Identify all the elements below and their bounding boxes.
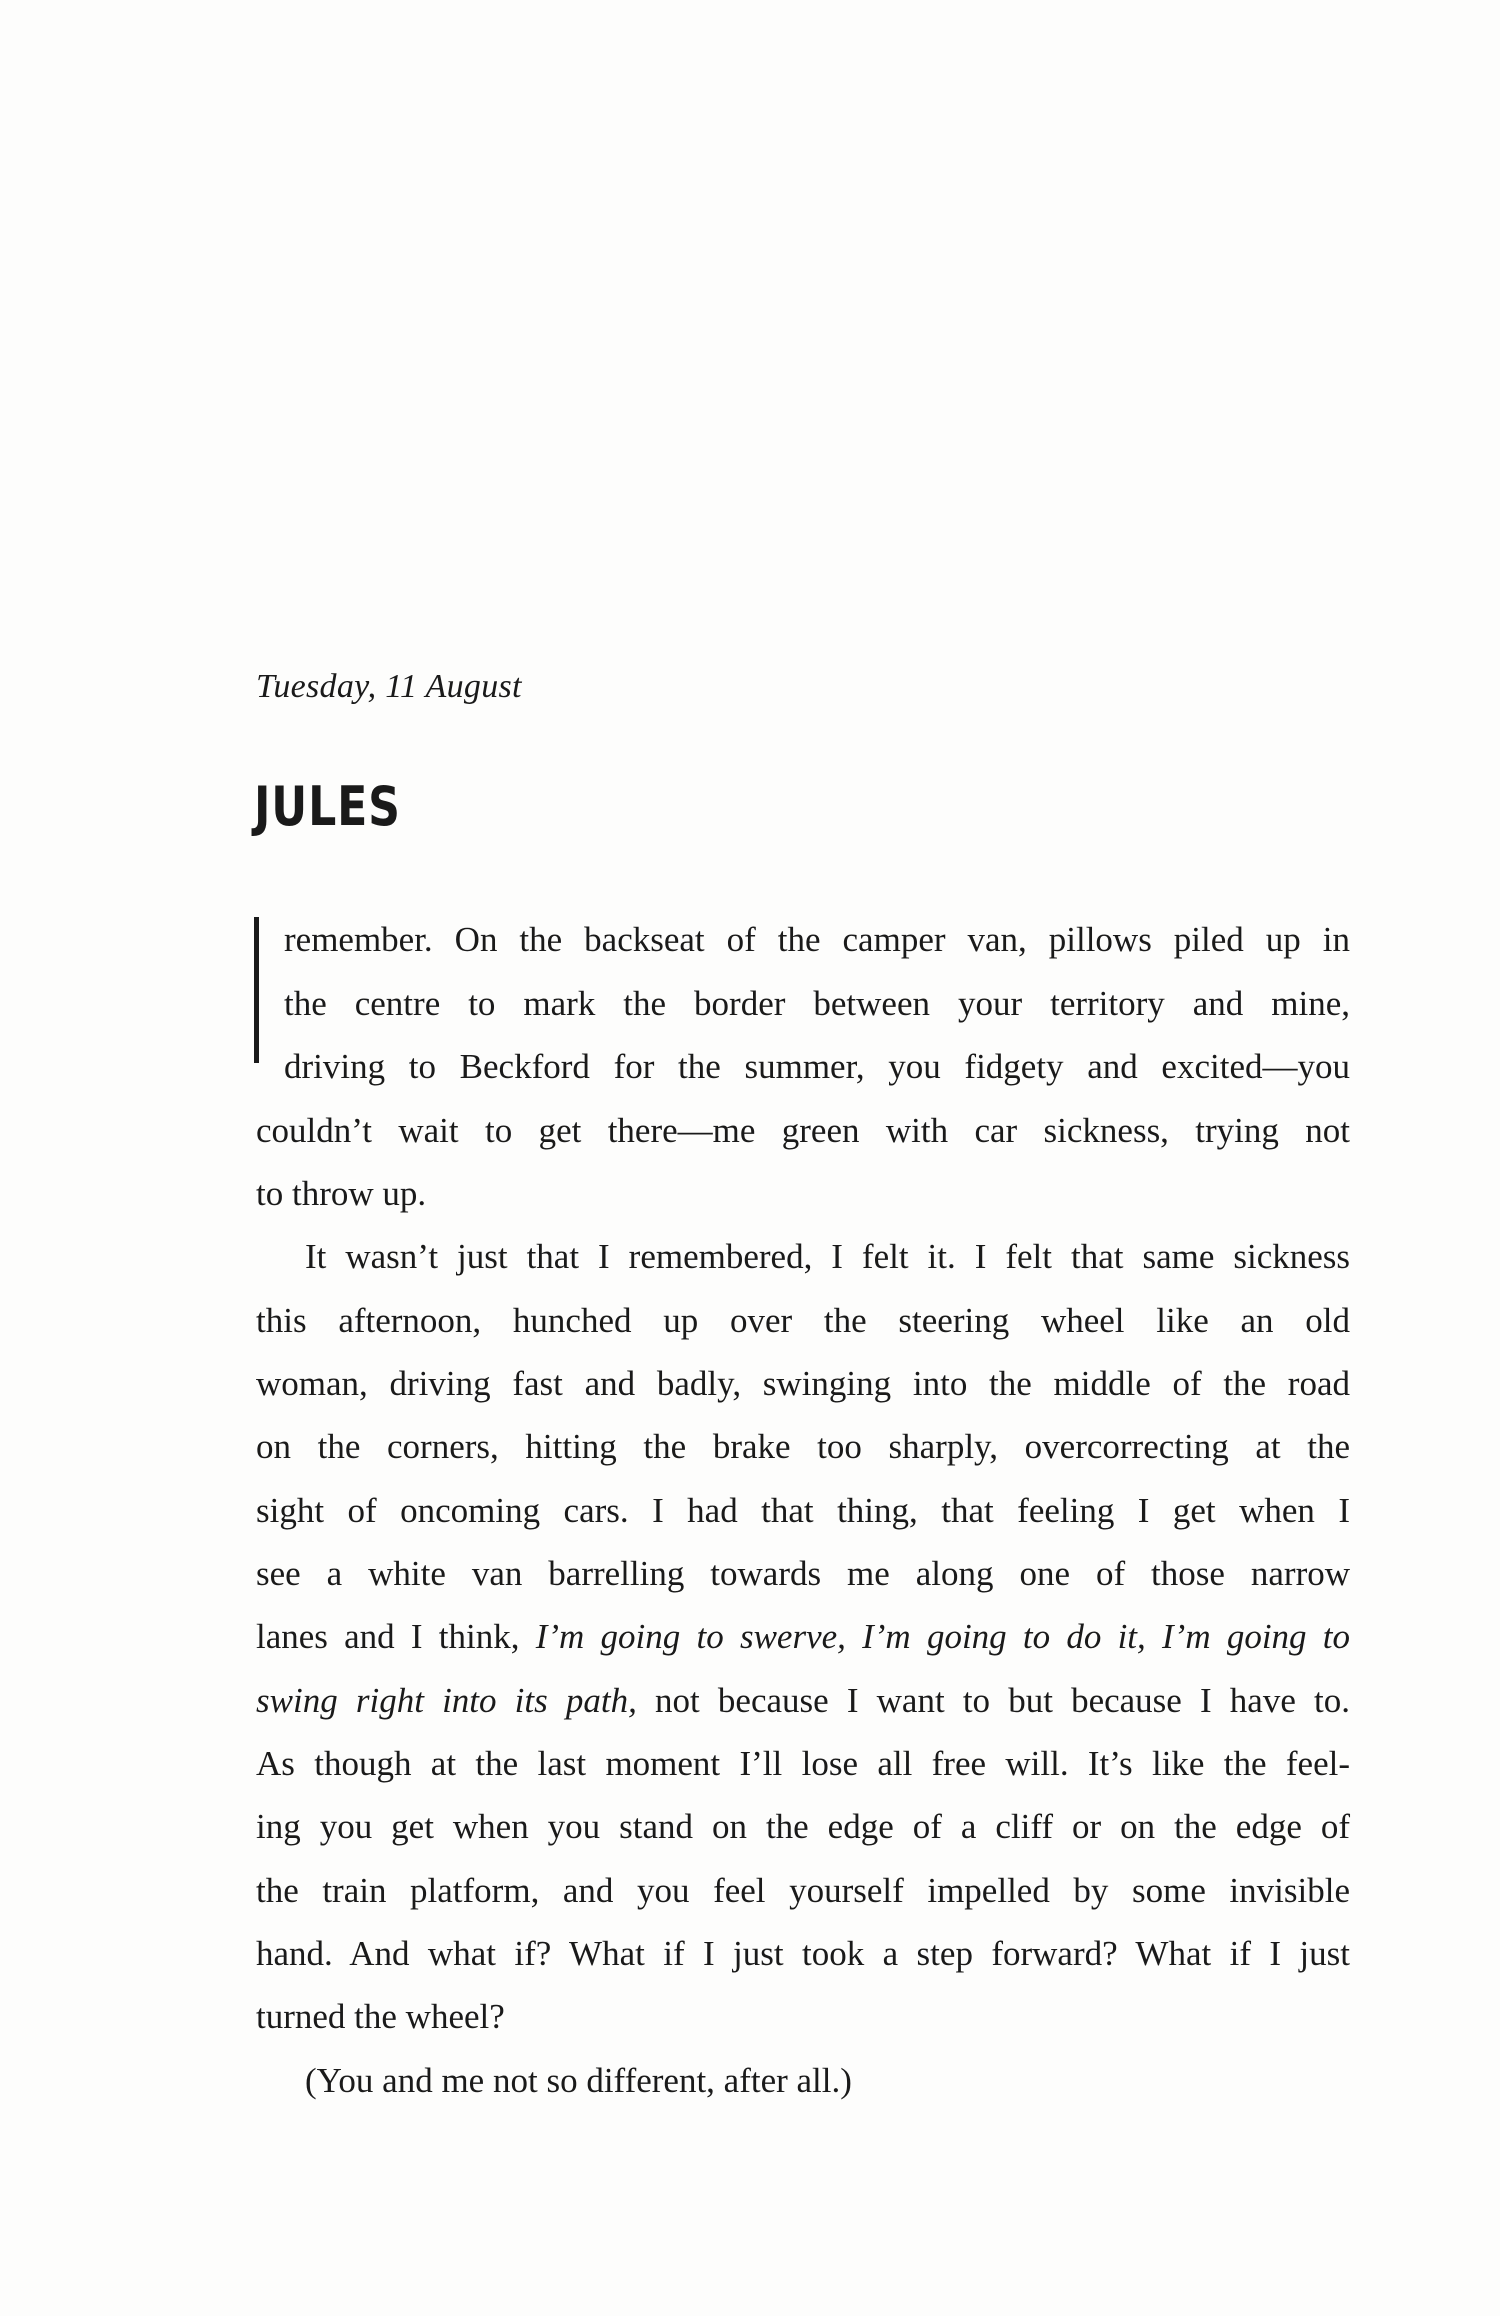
paragraph-line: see a white van barrelling towards me along one of those narrow (256, 1554, 1350, 1593)
paragraph-line (256, 1676, 1350, 1726)
paragraph-line: to throw up. (256, 1174, 427, 1213)
paragraph-line: this afternoon, hunched up over the steering wheel like an old (256, 1301, 1350, 1340)
paragraph-line: couldn’t wait to get there—me green with car sickness, trying not (256, 1111, 1350, 1150)
italic-text: swing right into its path, (256, 1681, 637, 1720)
paragraph-line: remember. On the backseat of the camper van, pillows piled up in (284, 920, 1350, 959)
line-text: not because I want to but because I have to. (636, 1681, 1350, 1720)
paragraph-line: woman, driving fast and badly, swinging into the middle of the road (256, 1364, 1350, 1403)
paragraph-line (256, 1612, 1350, 1662)
chapter-date: Tuesday, 11 August (256, 668, 522, 705)
paragraph-line: ing you get when you stand on the edge of a cliff or on the edge of (256, 1807, 1350, 1846)
paragraph-line: driving to Beckford for the summer, you fidgety and excited—you (284, 1047, 1350, 1086)
paragraph-line: turned the wheel? (256, 1997, 505, 2036)
chapter-title: JULES (254, 775, 401, 838)
italic-text: I’m going to swerve, I’m going to do it, I’m going to (535, 1617, 1350, 1656)
drop-cap-letter (254, 917, 259, 1063)
paragraph-line: It wasn’t just that I remembered, I felt it. I felt that same sickness (305, 1237, 1350, 1276)
paragraph-line: (You and me not so different, after all.) (305, 2061, 852, 2100)
paragraph-line: on the corners, hitting the brake too sharply, overcorrecting at the (256, 1427, 1350, 1466)
paragraph-line: the centre to mark the border between your territory and mine, (284, 984, 1350, 1023)
paragraph-line: the train platform, and you feel yourself impelled by some invisible (256, 1871, 1350, 1910)
line-text: lanes and I think, (256, 1617, 536, 1656)
paragraph-line: hand. And what if? What if I just took a step forward? What if I just (256, 1934, 1350, 1973)
paragraph-line: As though at the last moment I’ll lose all free will. It’s like the feel- (256, 1744, 1350, 1783)
paragraph-line: sight of oncoming cars. I had that thing, that feeling I get when I (256, 1491, 1350, 1530)
